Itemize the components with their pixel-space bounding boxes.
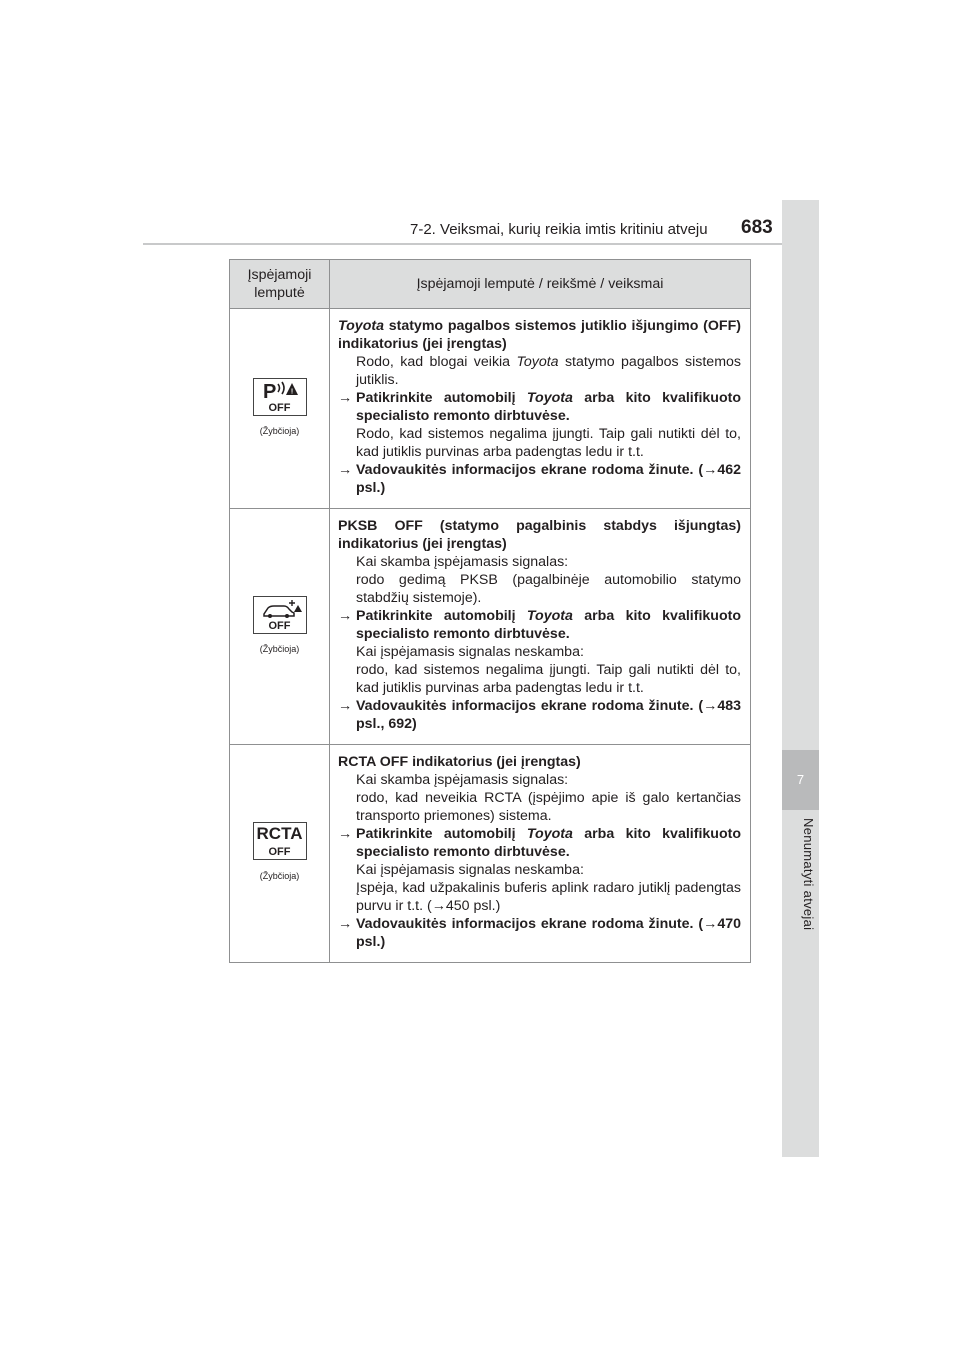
table-row bbox=[230, 509, 751, 745]
icon-cell bbox=[230, 509, 330, 745]
row-line: Kai įspėjamasis signalas neskamba: bbox=[356, 644, 584, 660]
parking-sensor-off-icon bbox=[253, 378, 307, 416]
svg-text:P: P bbox=[262, 380, 276, 403]
description-cell bbox=[330, 745, 751, 963]
svg-text:!: ! bbox=[290, 388, 293, 395]
chapter-title: Nenumatyti atvejai bbox=[801, 818, 816, 931]
row-line: rodo gedimą PKSB (pagalbinėje automobilio statymo stabdžių sistemoje). bbox=[356, 572, 741, 606]
table-row bbox=[230, 309, 751, 509]
icon-cell bbox=[230, 309, 330, 509]
row-line: Kai įspėjamasis signalas neskamba: bbox=[356, 862, 584, 878]
action-line: → Vadovaukitės informacijos ekrane rodoma žinute. (→470 psl.) bbox=[338, 916, 741, 950]
page-number: 683 bbox=[741, 217, 773, 238]
row-line: Kai skamba įspėjamasis signalas: bbox=[356, 772, 569, 788]
action-line: → Patikrinkite automobilį Toyota arba kito kvalifikuoto specialisto remonto dirbtuvėse. bbox=[338, 826, 741, 860]
rcta-off-icon bbox=[253, 822, 307, 860]
action-line: → Vadovaukitės informacijos ekrane rodoma žinute. (→462 psl.) bbox=[338, 462, 741, 496]
header-divider bbox=[143, 243, 819, 245]
row-line: Kai skamba įspėjamasis signalas: bbox=[356, 554, 569, 570]
col-header-meaning: Įspėjamoji lemputė / reikšmė / veiksmai bbox=[330, 260, 751, 309]
row-title: PKSB OFF (statymo pagalbinis stabdys išjungtas) indikatorius (jei įrengtas) bbox=[338, 518, 741, 552]
table-header-row bbox=[230, 260, 751, 309]
table-row bbox=[230, 745, 751, 963]
side-tab bbox=[782, 200, 819, 1157]
chapter-number: 7 bbox=[782, 750, 819, 810]
warning-light-table bbox=[229, 259, 751, 963]
section-title: 7-2. Veiksmai, kurių reikia imtis kritiniu atveju bbox=[410, 221, 708, 238]
col-header-light: Įspėjamoji lemputė bbox=[230, 260, 330, 309]
row-line: rodo, kad sistemos negalima įjungti. Taip gali nutikti dėl to, kad jutiklis purvinas arba padengtas ledu ir t.t. bbox=[356, 662, 741, 696]
row-title: Toyota statymo pagalbos sistemos jutiklio išjungimo (OFF) indikatorius (jei įrengtas) bbox=[338, 318, 741, 352]
pksb-off-icon bbox=[253, 596, 307, 634]
icon-label: OFF bbox=[268, 846, 291, 858]
row-line: Rodo, kad sistemos negalima įjungti. Taip gali nutikti dėl to, kad jutiklis purvinas arba padengtas ledu ir t.t. bbox=[356, 426, 741, 460]
icon-label: OFF bbox=[268, 401, 291, 414]
action-line: → Patikrinkite automobilį Toyota arba kito kvalifikuoto specialisto remonto dirbtuvėse. bbox=[338, 608, 741, 642]
row-line: Rodo, kad blogai veikia Toyota statymo pagalbos sistemos jutiklis. bbox=[356, 354, 741, 388]
row-line: Įspėja, kad užpakalinis buferis aplink radaro jutiklį padengtas purvu ir t.t. (→450 psl.) bbox=[356, 880, 741, 914]
action-line: → Patikrinkite automobilį Toyota arba kito kvalifikuoto specialisto remonto dirbtuvėse. bbox=[338, 390, 741, 424]
icon-label-top: RCTA bbox=[256, 824, 303, 843]
icon-cell bbox=[230, 745, 330, 963]
description-cell bbox=[330, 309, 751, 509]
row-title: RCTA OFF indikatorius (jei įrengtas) bbox=[338, 754, 581, 770]
row-line: rodo, kad neveikia RCTA (įspėjimo apie iš galo kertančias transporto priemones) sistema. bbox=[356, 790, 741, 824]
icon-label: OFF bbox=[268, 619, 291, 632]
blink-note: (Žybčioja) bbox=[259, 871, 300, 881]
blink-note: (Žybčioja) bbox=[259, 425, 300, 436]
action-line: → Vadovaukitės informacijos ekrane rodoma žinute. (→483 psl., 692) bbox=[338, 698, 741, 732]
description-cell bbox=[330, 509, 751, 745]
blink-note: (Žybčioja) bbox=[259, 643, 300, 654]
